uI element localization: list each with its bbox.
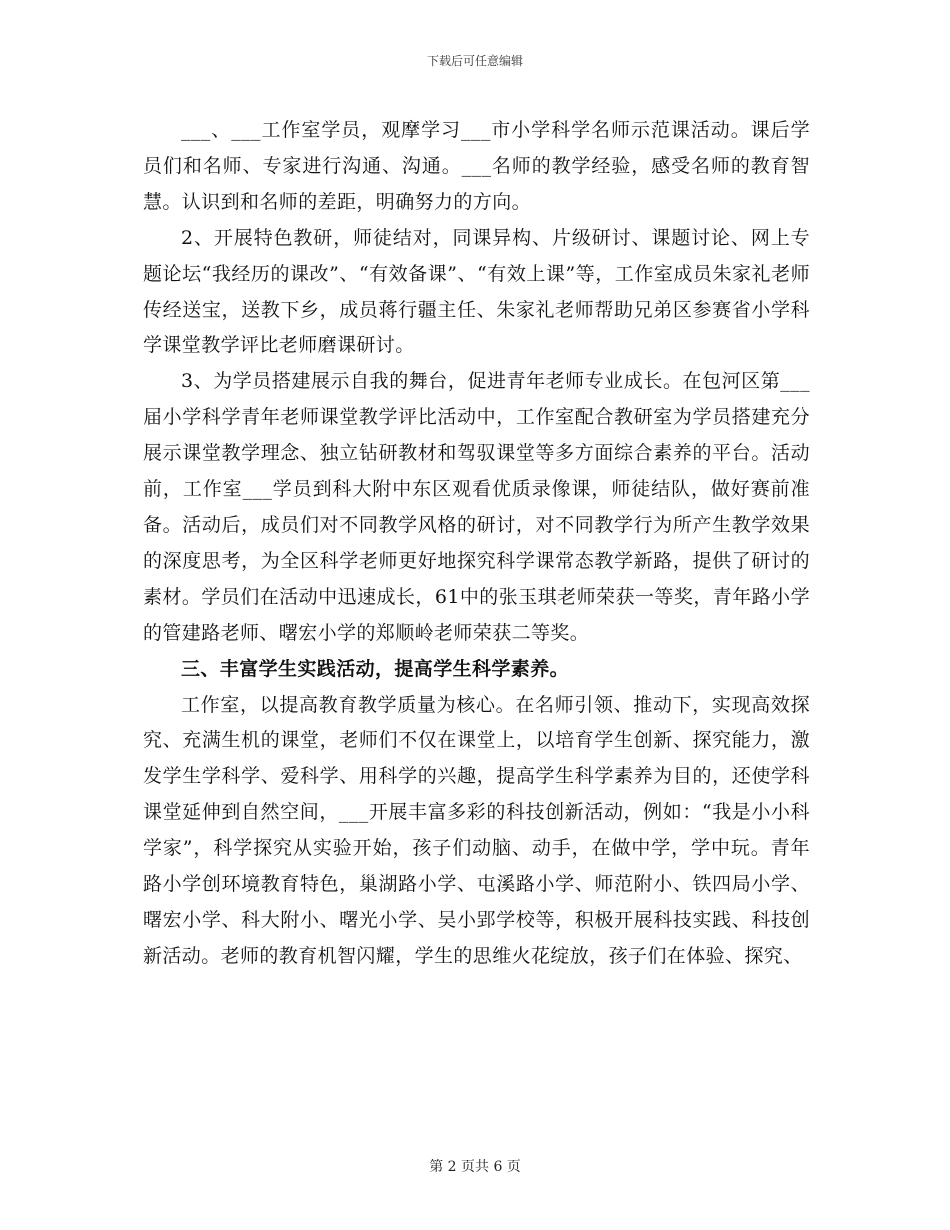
paragraph-4: 工作室，以提高教育教学质量为核心。在名师引领、推动下，实现高效探究、充满生机的课堂，老师们不仅在课堂上，以培育学生创新、探究能力，激发学生学科学、爱科学、用科学的兴趣，提高学生科学素养为目的，还使学科课堂延伸到自然空间，___开展丰富多彩的科技创新活动，例如：“我是小小科学家”，科学探究从实验开始，孩子们动脑、动手，在做中学，学中玩。青年路小学创环境教育特色，巢湖路小学、屯溪路小学、师范附小、铁四局小学、曙宏小学、科大附小、曙光小学、吴小郢学校等，积极开展科技实践、科技创新活动。老师的教育机智闪耀，学生的思维火花绽放，孩子们在体验、探究、 [143, 693, 810, 967]
page-footer: 第 2 页共 6 页 [429, 1159, 521, 1175]
paragraph-2: 2、开展特色教研，师徒结对，同课异构、片级研讨、课题讨论、网上专题论坛“我经历的课改”、“有效备课”、“有效上课”等，工作室成员朱家礼老师传经送宝，送教下乡，成员蒋行疆主任、朱家礼老师帮助兄弟区参赛省小学科学课堂教学评比老师磨课研讨。 [143, 226, 810, 357]
section-heading: 三、丰富学生实践活动，提高学生科学素养。 [181, 657, 570, 680]
paragraph-3: 3、为学员搭建展示自我的舞台，促进青年老师专业成长。在包河区第___届小学科学青年老师课堂教学评比活动中，工作室配合教研室为学员搭建充分展示课堂教学理念、独立钻研教材和驾驭课堂等多方面综合素养的平台。活动前，工作室___学员到科大附中东区观看优质录像课，师徒结队，做好赛前准备。活动后，成员们对不同教学风格的研讨，对不同教学行为所产生教学效果的深度思考，为全区科学老师更好地探究科学课常态教学新路，提供了研讨的素材。学员们在活动中迅速成长，61中的张玉琪老师荣获一等奖，青年路小学的管建路老师、曙宏小学的郑顺岭老师荣获二等奖。 [143, 370, 810, 644]
page-header: 下载后可任意编辑 [426, 54, 523, 68]
document-body [143, 113, 810, 975]
paragraph-1: ___、___工作室学员，观摩学习___市小学科学名师示范课活动。课后学员们和名师、专家进行沟通、沟通。___名师的教学经验，感受名师的教育智慧。认识到和名师的差距，明确努力的方向。 [143, 119, 810, 213]
